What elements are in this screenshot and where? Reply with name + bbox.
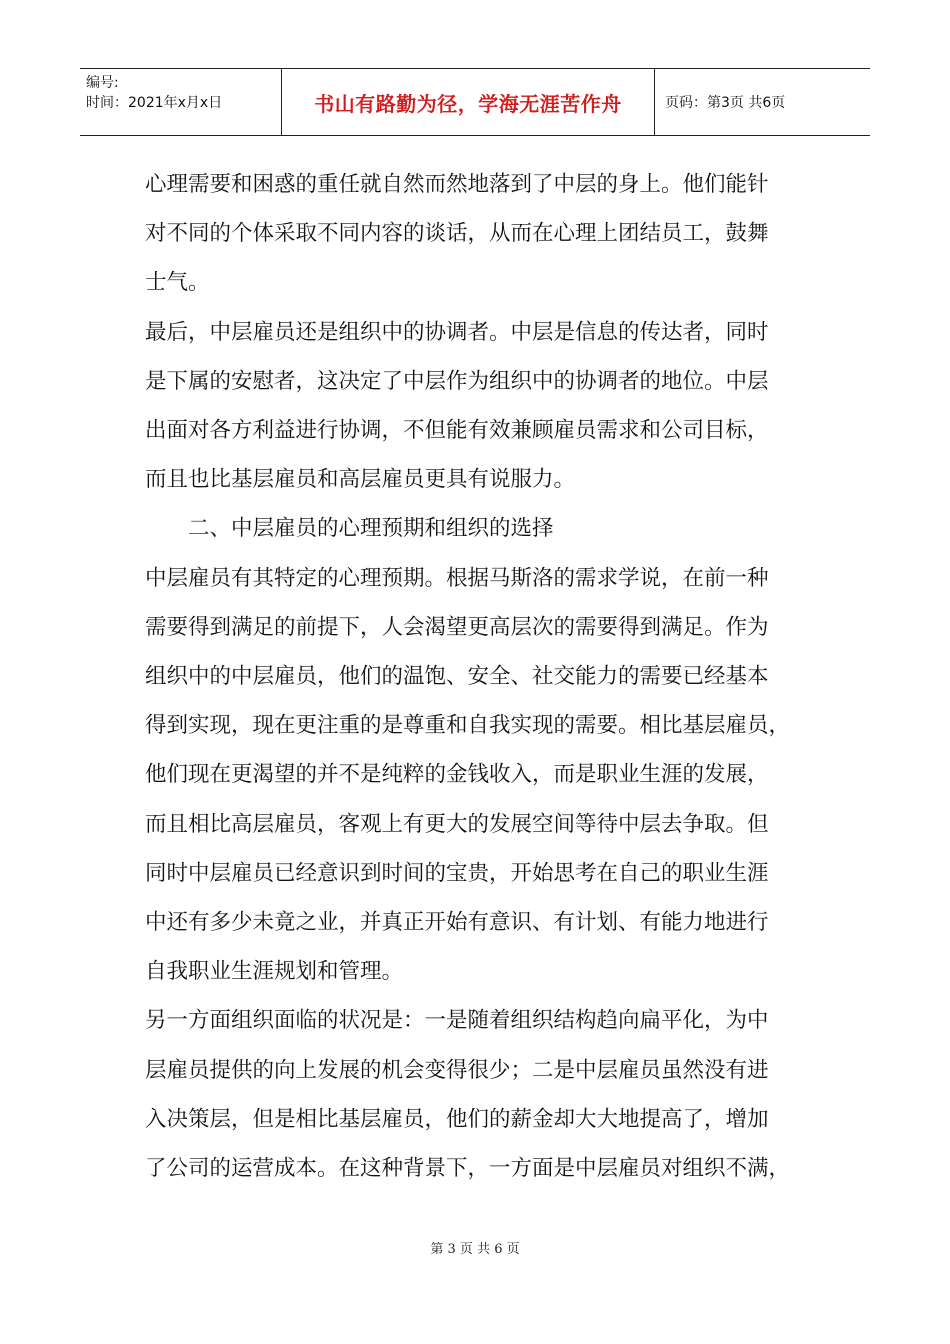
header-motto: 书山有路勤为径，学海无涯苦作舟 (282, 69, 655, 135)
time-label: 时间：2021年x月x日 (86, 95, 223, 111)
page-footer: 第 3 页 共 6 页 (430, 1242, 520, 1257)
text-line: 中层雇员有其特定的心理预期。根据马斯洛的需求学说，在前一种 (145, 565, 769, 591)
text-line: 是下属的安慰者，这决定了中层作为组织中的协调者的地位。中层 (145, 368, 769, 394)
text-line: 心理需要和困惑的重任就自然而然地落到了中层的身上。他们能针 (145, 172, 769, 197)
text-line: 出面对各方利益进行协调，不但能有效兼顾雇员需求和公司目标， (145, 418, 769, 444)
text-line: 对不同的个体采取不同内容的谈话，从而在心理上团结员工，鼓舞 (145, 221, 769, 247)
text-line: 层雇员提供的向上发展的机会变得很少；二是中层雇员虽然没有进 (145, 1057, 769, 1083)
text-line: 而且也比基层雇员和高层雇员更具有说服力。 (145, 467, 576, 493)
section-heading: 二、中层雇员的心理预期和组织的选择 (188, 516, 554, 542)
text-line: 另一方面组织面临的状况是：一是随着组织结构趋向扁平化，为中 (145, 1008, 769, 1034)
text-line: 了公司的运营成本。在这种背景下，一方面是中层雇员对组织不满， (145, 1156, 791, 1182)
document-body (145, 160, 825, 1193)
header-meta (80, 69, 282, 135)
text-line: 需要得到满足的前提下，人会渴望更高层次的需要得到满足。作为 (145, 614, 769, 640)
text-line: 自我职业生涯规划和管理。 (145, 959, 404, 985)
text-line: 组织中的中层雇员，他们的温饱、安全、社交能力的需要已经基本 (145, 664, 769, 690)
text-line: 得到实现，现在更注重的是尊重和自我实现的需要。相比基层雇员， (145, 713, 791, 739)
text-line: 而且相比高层雇员，客观上有更大的发展空间等待中层去争取。但 (145, 811, 769, 837)
text-line: 入决策层，但是相比基层雇员，他们的薪金却大大地提高了，增加 (145, 1106, 769, 1132)
number-label: 编号: (86, 75, 119, 91)
header-page-info: 页码：第3页 共6页 (665, 95, 786, 111)
text-line: 中还有多少未竟之业，并真正开始有意识、有计划、有能力地进行 (145, 910, 769, 936)
text-line: 同时中层雇员已经意识到时间的宝贵，开始思考在自己的职业生涯 (145, 860, 769, 886)
text-line: 最后，中层雇员还是组织中的协调者。中层是信息的传达者，同时 (145, 319, 769, 345)
text-line: 士气。 (145, 270, 210, 296)
text-line: 他们现在更渴望的并不是纯粹的金钱收入，而是职业生涯的发展， (145, 762, 769, 788)
page-header (80, 68, 870, 136)
